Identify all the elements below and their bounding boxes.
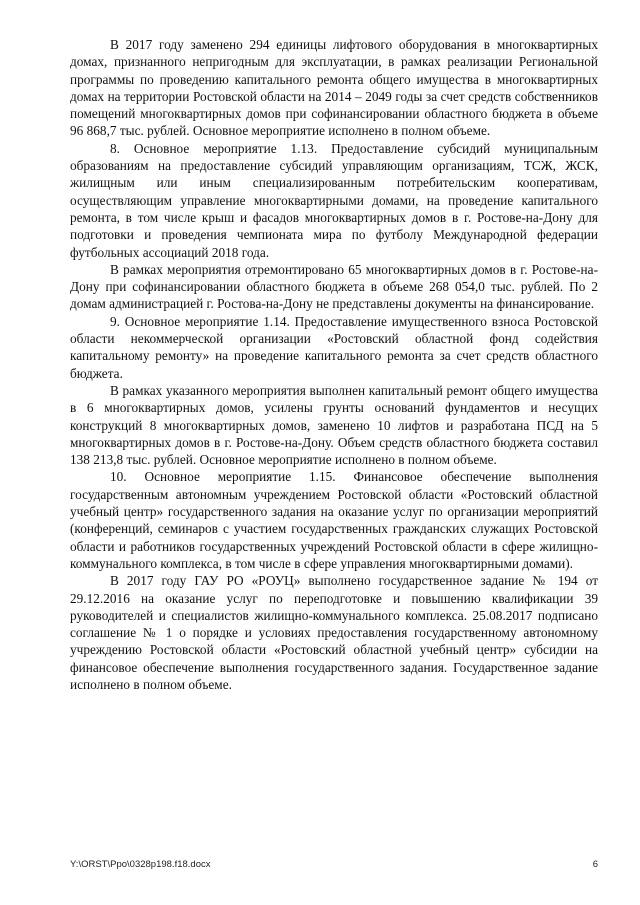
paragraph-measure-1-15: 10. Основное мероприятие 1.15. Финансовое обеспечение выполнения государственным автономным учреждением Ростовской области «Ростовский областной учебный центр» государственного задания на оказание услуг по организации мероприятий (конференций, семинаров с участием государственных гражданских служащих Ростовской области и работников государственных учреждений Ростовской области в сфере жилищно-коммунального комплекса, в том числе в сфере управления многоквартирными домами).	[70, 469, 598, 571]
paragraph-measure-1-13-results: В рамках мероприятия отремонтировано 65 многоквартирных домов в г. Ростове-на-Дону при софинансировании областного бюджета в объеме 268 054,0 тыс. рублей. По 2 домам администрацией г. Ростова-на-Дону не представлены документы на финансирование.	[70, 261, 598, 312]
paragraph-measure-1-14-results: В рамках указанного мероприятия выполнен капитальный ремонт общего имущества в 6 многоквартирных домов, усилены грунты оснований фундаментов и несущих конструкций 8 многоквартирных домов, заменено 10 лифтов и разработана ПСД на 5 многоквартирных домов в г. Ростове-на-Дону. Объем средств областного бюджета составил 138 213,8 тыс. рублей. Основное мероприятие исполнено в полном объеме.	[70, 382, 598, 468]
paragraph-measure-1-15-results: В 2017 году ГАУ РО «РОУЦ» выполнено государственное задание № 194 от 29.12.2016 на оказание услуг по переподготовке и повышению квалификации 39 руководителей и специалистов жилищно-коммунального комплекса. 25.08.2017 подписано соглашение № 1 о порядке и условиях предоставления государственному автономному учреждению Ростовской области «Ростовский областной учебный центр» субсидии на финансовое обеспечение выполнения государственного задания. Государственное задание исполнено в полном объеме.	[70, 573, 598, 692]
paragraph-measure-1-13: 8. Основное мероприятие 1.13. Предоставление субсидий муниципальным образованиям на предоставление субсидий управляющим организациям, ТСЖ, ЖСК, жилищным или иным специализированным потребительским кооперативам, осуществляющим управление многоквартирными домами, на проведение капитального ремонта, в том числе крыш и фасадов многоквартирных домов в г. Ростове-на-Дону для подготовки и проведения чемпионата мира по футболу Международной федерации футбольных ассоциаций 2018 года.	[70, 140, 598, 260]
footer-page-number: 6	[592, 859, 598, 870]
paragraph-measure-1-14: 9. Основное мероприятие 1.14. Предоставление имущественного взноса Ростовской области некоммерческой организации «Ростовский областной фонд содействия капитальному ремонту» на проведение капитального ремонта за счет средств областного бюджета.	[70, 313, 598, 381]
footer-file-path: Y:\ORST\Ppo\0328p198.f18.docx	[70, 859, 211, 870]
paragraph-elevator-replacement: В 2017 году заменено 294 единицы лифтового оборудования в многоквартирных домах, признанного непригодным для эксплуатации, в рамках реализации Региональной программы по проведению капитального ремонта общего имущества в многоквартирных домах на территории Ростовской области на 2014 – 2049 годы за счет средств собственников помещений многоквартирных домов при софинансировании областного бюджета в объеме 96 868,7 тыс. рублей. Основное мероприятие исполнено в полном объеме.	[70, 37, 598, 139]
document-page	[70, 36, 598, 693]
